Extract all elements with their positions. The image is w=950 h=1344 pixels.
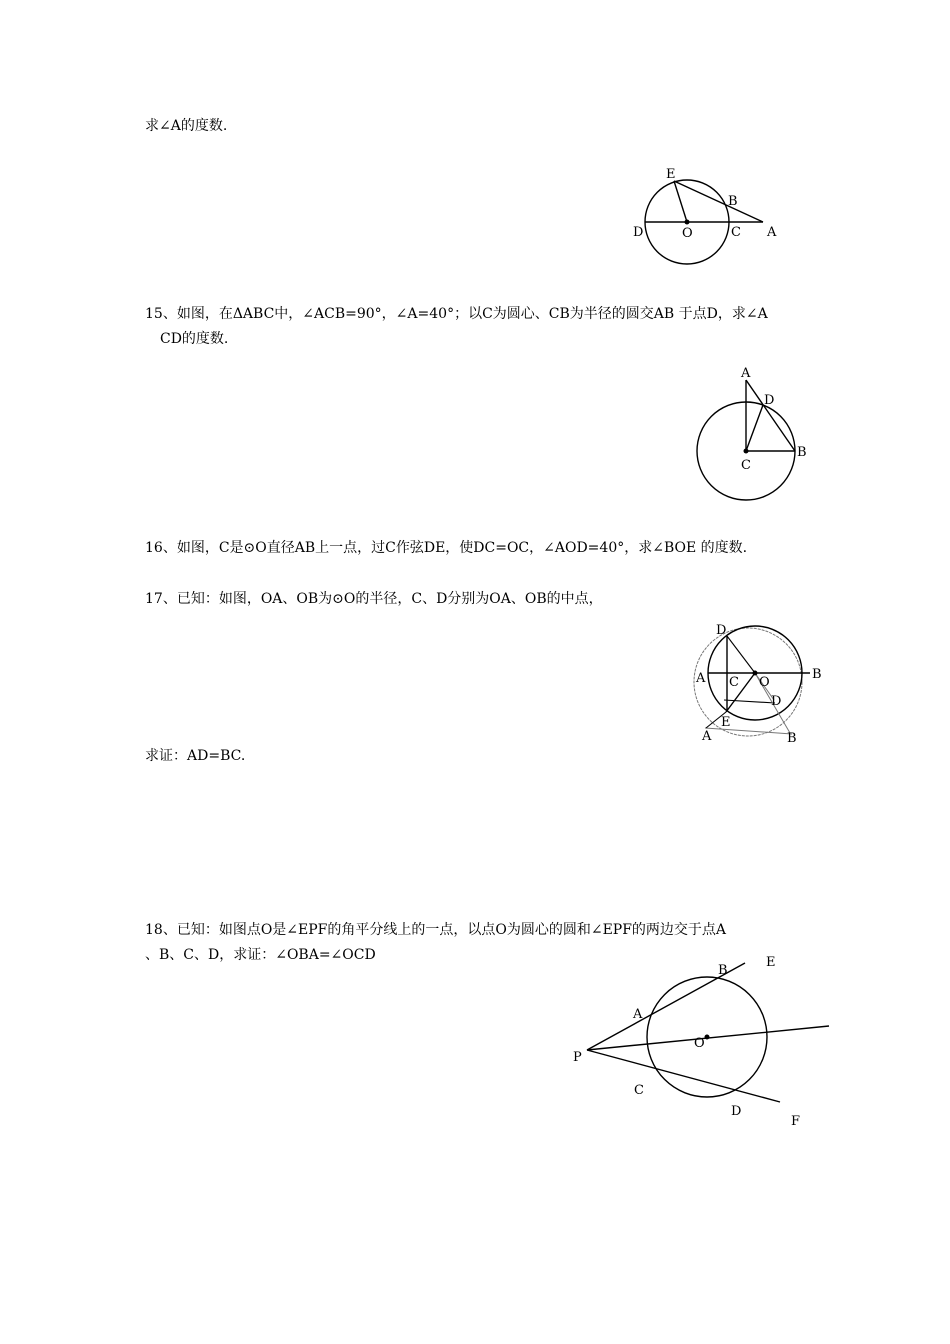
fig14-label-B: B [728, 194, 738, 209]
fig17-label-D2: D [771, 694, 782, 709]
fig14-label-D: D [633, 225, 644, 240]
fig14-label-O: O [682, 226, 693, 241]
fig15-label-B: B [797, 445, 807, 460]
q18-line2: 、B、C、D，求证：∠OBA=∠OCD [145, 947, 376, 963]
fig18-label-P: P [573, 1050, 582, 1065]
q15-line2: CD的度数. [160, 331, 229, 347]
fig15-label-D: D [764, 393, 775, 408]
q18-line1: 18、已知：如图点O是∠EPF的角平分线上的一点，以点O为圆心的圆和∠EPF的两边交于点A [145, 922, 727, 938]
fig18-label-F: F [791, 1114, 801, 1129]
fig14-label-A: A [767, 225, 777, 240]
fig14-label-C: C [731, 225, 741, 240]
fig14-label-E: E [666, 167, 676, 182]
q17-line2: 求证：AD=BC. [145, 748, 246, 764]
q15-line1: 15、如图，在ΔABC中，∠ACB=90°，∠A=40°；以C为圆心、CB为半径的圆交AB 于点D，求∠A [145, 306, 768, 322]
q14-text: 求∠A的度数. [145, 118, 228, 134]
fig18-ray-PF [587, 1050, 780, 1102]
fig18-label-O: O [694, 1036, 705, 1051]
fig17-label-B: B [812, 667, 822, 682]
q16-text: 16、如图，C是⊙O直径AB上一点，过C作弦DE，使DC=OC，∠AOD=40°，求∠BOE 的度数. [145, 540, 748, 556]
fig18-label-A: A [633, 1007, 643, 1022]
fig17-label-D: D [716, 623, 727, 638]
fig18-label-D: D [731, 1104, 742, 1119]
fig18-label-B: B [718, 963, 728, 978]
fig18-label-C: C [634, 1083, 644, 1098]
fig15-label-C: C [741, 458, 751, 473]
fig17-label-C: C [729, 675, 739, 690]
fig17-label-B2: B [787, 731, 797, 746]
q17-line1: 17、已知：如图，OA、OB为⊙O的半径，C、D分别为OA、OB的中点， [145, 591, 603, 607]
fig15-label-A: A [741, 366, 751, 381]
fig17-label-A: A [696, 671, 706, 686]
fig17-label-E: E [721, 715, 731, 730]
fig17-label-A2: A [702, 729, 712, 744]
fig18-center-dot [705, 1035, 710, 1040]
fig18-label-E: E [766, 955, 776, 970]
fig17-label-O: O [759, 675, 770, 690]
